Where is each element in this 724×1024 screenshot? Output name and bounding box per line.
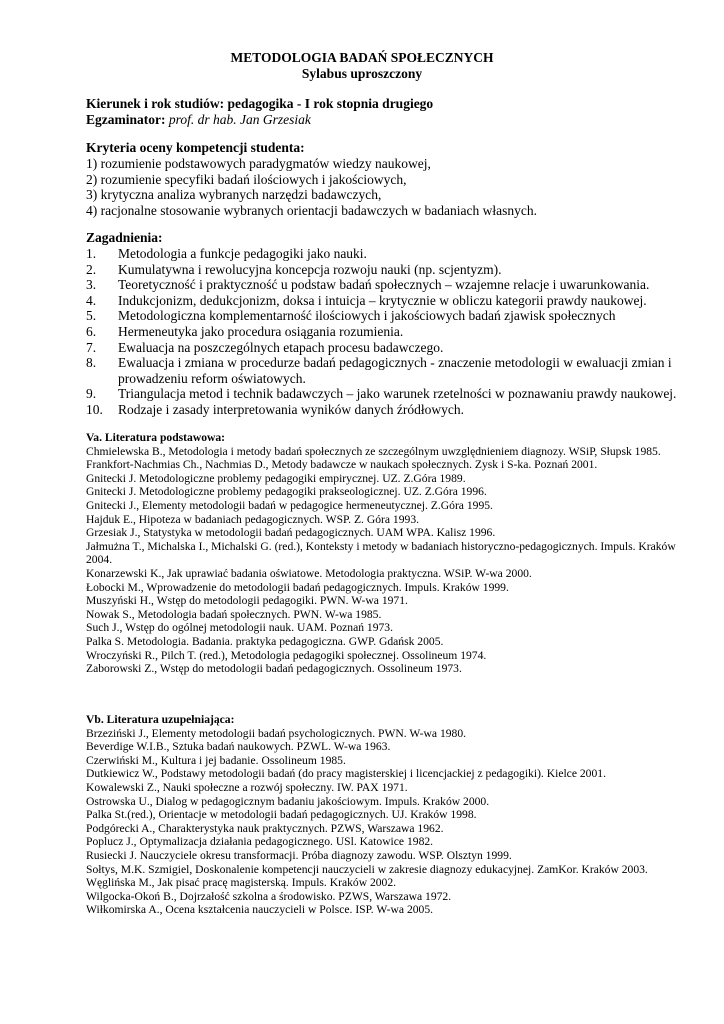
basic-literature-heading: Va. Literatura podstawowa: <box>86 431 226 444</box>
topics-heading: Zagadnienia: <box>86 230 163 245</box>
topic-number: 5. <box>86 308 97 324</box>
topic-text: Metodologiczna komplementarność ilościowych i jakościowych badań zjawisk społecznych <box>118 308 616 324</box>
topics-list <box>86 246 686 418</box>
criteria-item: 3) krytyczna analiza wybranych narzędzi badawczych, <box>86 187 382 203</box>
topic-item <box>86 293 686 309</box>
topic-item <box>86 402 686 418</box>
topic-item <box>86 340 686 356</box>
topic-text: Indukcjonizm, dedukcjonizm, doksa i intuicja – krytycznie w obliczu kategorii prawdy naukowej. <box>118 292 647 308</box>
title-block <box>0 50 724 82</box>
criteria-item: 4) racjonalne stosowanie wybranych orientacji badawczych w badaniach własnych. <box>86 202 537 218</box>
topic-text: Ewaluacja na poszczególnych etapach procesu badawczego. <box>118 339 444 355</box>
topic-text: Teoretyczność i praktyczność u podstaw badań społecznych – wzajemne relacje i uwarunkowania. <box>118 277 650 293</box>
examiner-name: prof. dr hab. Jan Grzesiak <box>168 112 311 127</box>
criteria-heading: Kryteria oceny kompetencji studenta: <box>86 140 305 155</box>
reference-item: Chmielewska B., Metodologia i metody badań społecznych ze szczególnym uwzględnieniem diagnozy. WSiP, Słupsk 1985. <box>86 444 661 458</box>
reference-item: Konarzewski K., Jak uprawiać badania oświatowe. Metodologia praktyczna. WSiP. W-wa 2000. <box>86 566 532 580</box>
topic-text: Ewaluacja i zmiana w procedurze badań pedagogicznych - znaczenie metodologii w ewaluacji zmian i prowadzeniu reform oświatowych. <box>118 355 672 386</box>
topic-number: 4. <box>86 292 97 308</box>
course-line: Kierunek i rok studiów: pedagogika - I rok stopnia drugiego <box>86 96 434 111</box>
topic-item <box>86 246 686 262</box>
reference-item: Frankfort-Nachmias Ch., Nachmias D., Metody badawcze w naukach społecznych. Zysk i S-ka. Poznań 2001. <box>86 458 598 472</box>
reference-item: Ostrowska U., Dialog w pedagogicznym badaniu jakościowym. Impuls. Kraków 2000. <box>86 794 490 808</box>
topic-text: Rodzaje i zasady interpretowania wyników danych źródłowych. <box>118 401 465 417</box>
reference-item: Palka St.(red.), Orientacje w metodologii badań pedagogicznych. UJ. Kraków 1998. <box>86 808 477 822</box>
reference-item: Węglińska M., Jak pisać pracę magisterską. Impuls. Kraków 2002. <box>86 876 397 890</box>
extra-literature-section <box>86 713 686 917</box>
reference-item: Grzesiak J., Statystyka w metodologii badań pedagogicznych. UAM WPA. Kalisz 1996. <box>86 526 496 540</box>
topic-number: 10. <box>86 401 103 417</box>
criteria-item: 2) rozumienie specyfiki badań ilościowych i jakościowych, <box>86 171 407 187</box>
topic-text: Kumulatywna i rewolucyjna koncepcja rozwoju nauki (np. scjentyzm). <box>118 261 502 277</box>
criteria-section <box>86 140 686 218</box>
basic-literature-section <box>86 431 686 676</box>
reference-item: Zaborowski Z., Wstęp do metodologii badań pedagogicznych. Ossolineum 1973. <box>86 662 462 676</box>
topic-number: 9. <box>86 386 97 402</box>
reference-item: Wilgocka-Okoń B., Dojrzałość szkolna a środowisko. PZWS, Warszawa 1972. <box>86 889 452 903</box>
reference-item: Gnitecki J. Metodologiczne problemy pedagogiki empirycznej. UZ. Z.Góra 1989. <box>86 471 466 485</box>
topic-number: 7. <box>86 339 97 355</box>
topic-number: 3. <box>86 277 97 293</box>
reference-item: Such J., Wstęp do ogólnej metodologii nauk. UAM. Poznań 1973. <box>86 621 393 635</box>
topic-text: Hermeneutyka jako procedura osiągania rozumienia. <box>118 323 404 339</box>
topic-number: 6. <box>86 323 97 339</box>
topic-item <box>86 324 686 340</box>
topic-item <box>86 277 686 293</box>
topic-item <box>86 308 686 324</box>
reference-item: Gnitecki J., Elementy metodologii badań w pedagogice hermeneutycznej. Z.Góra 1995. <box>86 498 493 512</box>
topic-item <box>86 386 686 402</box>
reference-item: Dutkiewicz W., Podstawy metodologii badań (do pracy magisterskiej i licencjackiej z pedagogiki). Kielce 2001. <box>86 767 606 781</box>
reference-item: Łobocki M., Wprowadzenie do metodologii badań pedagogicznych. Impuls. Kraków 1999. <box>86 580 509 594</box>
course-info <box>86 96 686 128</box>
reference-item: Rusiecki J. Nauczyciele okresu transformacji. Próba diagnozy zawodu. WSP. Olsztyn 1999. <box>86 848 512 862</box>
reference-item: Brzeziński J., Elementy metodologii badań psychologicznych. PWN. W-wa 1980. <box>86 726 467 740</box>
examiner-line <box>86 112 686 128</box>
topic-number: 8. <box>86 355 97 371</box>
topic-item <box>86 262 686 278</box>
reference-item: Beverdige W.I.B., Sztuka badań naukowych. PZWL. W-wa 1963. <box>86 740 391 754</box>
page-subtitle: Sylabus uproszczony <box>301 66 423 81</box>
reference-item: Wiłkomirska A., Ocena kształcenia nauczycieli w Polsce. ISP. W-wa 2005. <box>86 903 434 917</box>
reference-item: Nowak S., Metodologia badań społecznych. PWN. W-wa 1985. <box>86 607 382 621</box>
topic-number: 2. <box>86 261 97 277</box>
reference-item: Jałmużna T., Michalska I., Michalski G. (red.), Konteksty i metody w badaniach historyczno-pedagogicznych. Impuls. Kraków 2004. <box>86 539 676 567</box>
reference-item: Podgórecki A., Charakterystyka nauk praktycznych. PZWS, Warszawa 1962. <box>86 821 444 835</box>
reference-item: Hajduk E., Hipoteza w badaniach pedagogicznych. WSP. Z. Góra 1993. <box>86 512 420 526</box>
topic-number: 1. <box>86 246 97 261</box>
topic-text: Triangulacja metod i technik badawczych – jako warunek rzetelności w poznawaniu prawdy naukowej. <box>118 386 677 402</box>
topic-item <box>86 355 686 386</box>
criteria-item: 1) rozumienie podstawowych paradygmatów wiedzy naukowej, <box>86 156 431 171</box>
examiner-label: Egzaminator: <box>86 112 166 127</box>
reference-item: Poplucz J., Optymalizacja działania pedagogicznego. USl. Katowice 1982. <box>86 835 434 849</box>
extra-literature-heading: Vb. Literatura uzupełniająca: <box>86 713 235 726</box>
topic-text: Metodologia a funkcje pedagogiki jako nauki. <box>118 246 367 261</box>
reference-item: Wroczyński R., Pilch T. (red.), Metodologia pedagogiki społecznej. Ossolineum 1974. <box>86 648 487 662</box>
reference-item: Palka S. Metodologia. Badania. praktyka pedagogiczna. GWP. Gdańsk 2005. <box>86 634 444 648</box>
topics-section <box>86 230 686 418</box>
reference-item: Kowalewski Z., Nauki społeczne a rozwój społeczny. IW. PAX 1971. <box>86 780 408 794</box>
reference-item: Muszyński H., Wstęp do metodologii pedagogiki. PWN. W-wa 1971. <box>86 594 408 608</box>
reference-item: Czerwiński M., Kultura i jej badanie. Ossolineum 1985. <box>86 753 346 767</box>
reference-item: Gnitecki J. Metodologiczne problemy pedagogiki prakseologicznej. UZ. Z.Góra 1996. <box>86 485 487 499</box>
reference-item: Sołtys, M.K. Szmigiel, Doskonalenie kompetencji nauczycieli w zakresie diagnozy edukacyjnej. ZamKor. Kraków 2003. <box>86 862 648 876</box>
page-title: METODOLOGIA BADAŃ SPOŁECZNYCH <box>230 50 494 65</box>
